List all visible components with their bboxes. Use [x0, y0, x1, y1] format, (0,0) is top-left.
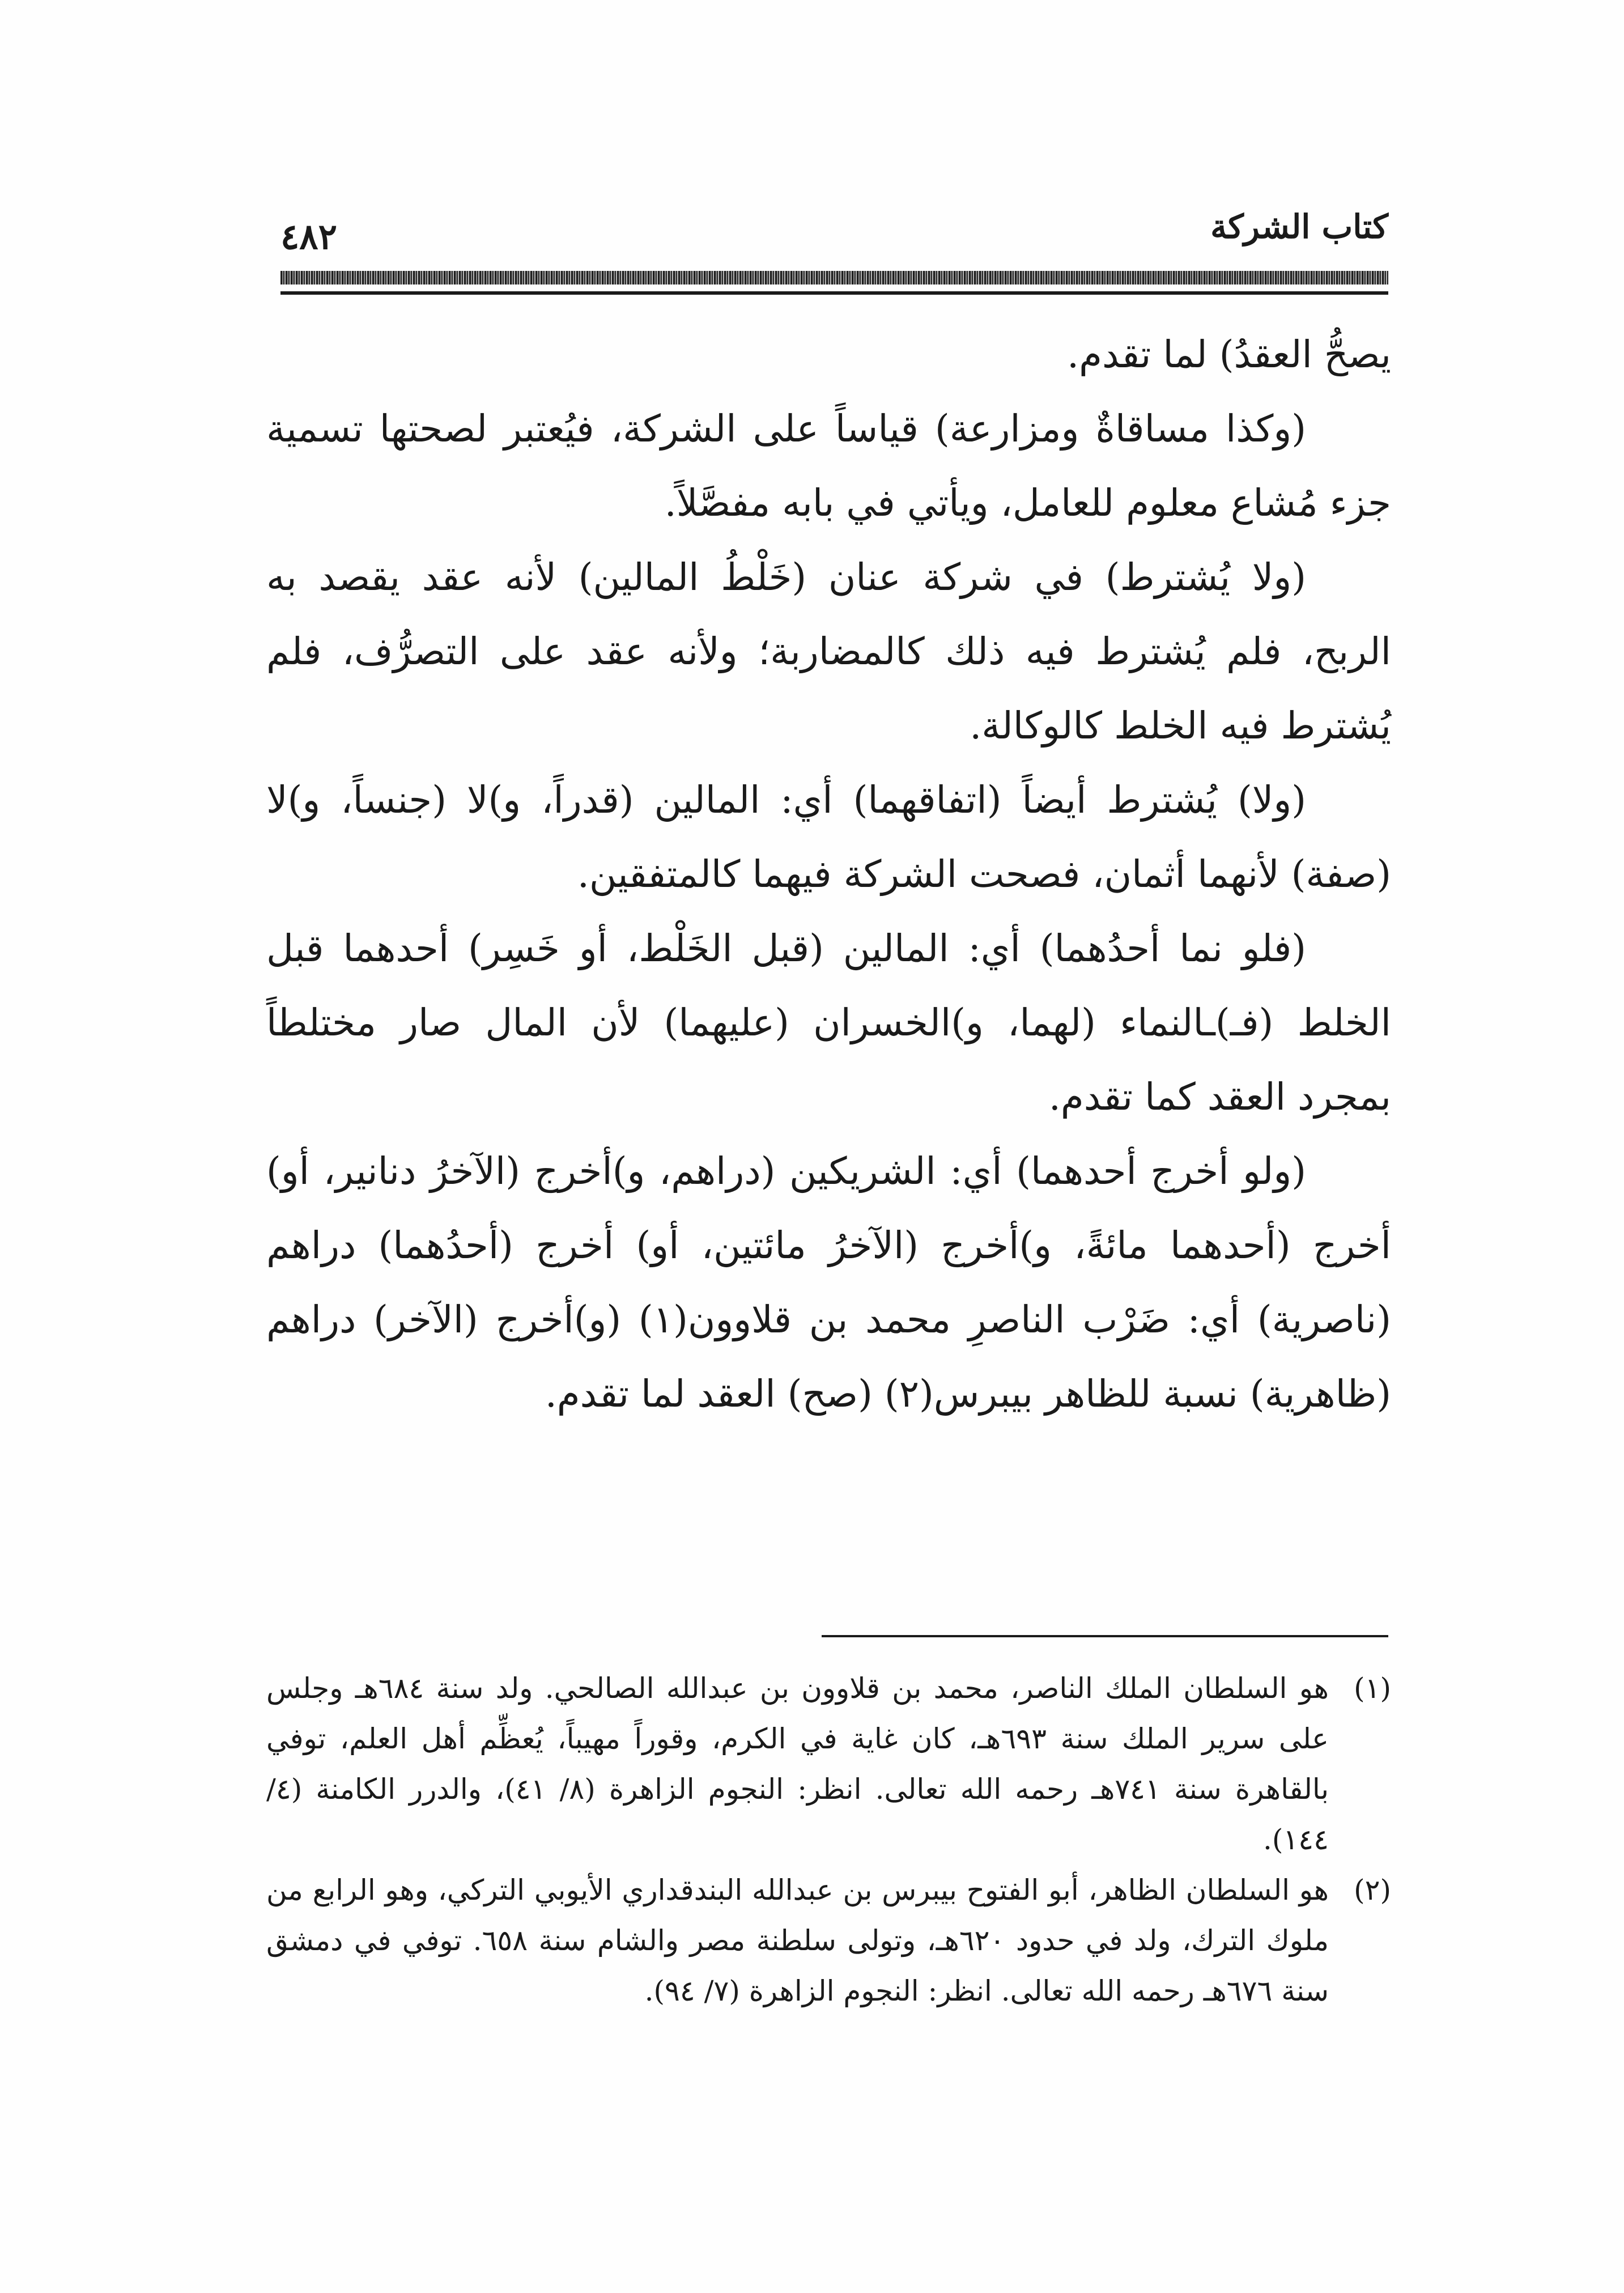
footnote-separator	[822, 1635, 1388, 1637]
paragraph: يصحُّ العقدُ) لما تقدم.	[1067, 333, 1391, 376]
paragraph: (ولا يُشترط) في شركة عنان (خَلْطُ المالين) لأنه عقد يقصد به الربح، فلم يُشترط فيه ذلك كالمضاربة؛ ولأنه عقد على التصرُّف، فلم يُشترط فيه الخلط كالوكالة.	[266, 555, 1391, 748]
main-text	[266, 317, 1391, 1536]
footnote-marker: (١)	[1354, 1672, 1391, 1705]
header-rule	[280, 271, 1388, 284]
footnote-text: هو السلطان الظاهر، أبو الفتوح بيبرس بن عبدالله البندقداري الأيوبي التركي، وهو الرابع من ملوك الترك، ولد في حدود ٦٢٠هـ، وتولى سلطنة مصر والشام سنة ٦٥٨. توفي في دمشق سنة ٦٧٦هـ رحمه الله تعالى. انظر: النجوم الزاهرة (٧/ ٩٤).	[266, 1874, 1329, 2007]
footnote-marker: (٢)	[1354, 1874, 1391, 1906]
footnote	[266, 1865, 1391, 2016]
paragraph: (ولو أخرج أحدهما) أي: الشريكين (دراهم، و)أخرج (الآخرُ دنانير، أو) أخرج (أحدهما مائةً، و)أخرج (الآخرُ مائتين، أو) أخرج (أحدُهما) دراهم (ناصرية) أي: ضَرْب الناصرِ محمد بن قلاوون(١) (و)أخرج (الآخر) دراهم (ظاهرية) نسبة للظاهر بيبرس(٢) (صح) العقد لما تقدم.	[266, 1149, 1392, 1416]
paragraph: (وكذا مساقاةٌ ومزارعة) قياساً على الشركة، فيُعتبر لصحتها تسمية جزء مُشاع معلوم للعامل، ويأتي في بابه مفصَّلاً.	[266, 407, 1391, 525]
page-number: ٤٨٢	[280, 216, 337, 257]
footnotes	[266, 1663, 1391, 2071]
footnote	[266, 1663, 1391, 1865]
footnote-text: هو السلطان الملك الناصر، محمد بن قلاوون بن عبدالله الصالحي. ولد سنة ٦٨٤هـ وجلس على سرير الملك سنة ٦٩٣هـ، كان غاية في الكرم، وقوراً مهيباً، يُعظِّم أهل العلم، توفي بالقاهرة سنة ٧٤١هـ رحمه الله تعالى. انظر: النجوم الزاهرة (٨/ ٤١)، والدرر الكامنة (٤/ ١٤٤).	[266, 1672, 1329, 1856]
paragraph: (ولا) يُشترط أيضاً (اتفاقهما) أي: المالين (قدراً، و)لا (جنساً، و)لا (صفة) لأنهما أثمان، فصحت الشركة فيهما كالمتفقين.	[266, 778, 1391, 896]
paragraph: (فلو نما أحدُهما) أي: المالين (قبل الخَلْط، أو خَسِر) أحدهما قبل الخلط (فـ)ـالنماء (لهما، و)الخسران (عليهما) لأن المال صار مختلطاً بمجرد العقد كما تقدم.	[266, 927, 1391, 1119]
book-title: كتاب الشركة	[1210, 207, 1388, 246]
header-rule-thin	[280, 291, 1388, 295]
running-header	[280, 204, 1388, 266]
